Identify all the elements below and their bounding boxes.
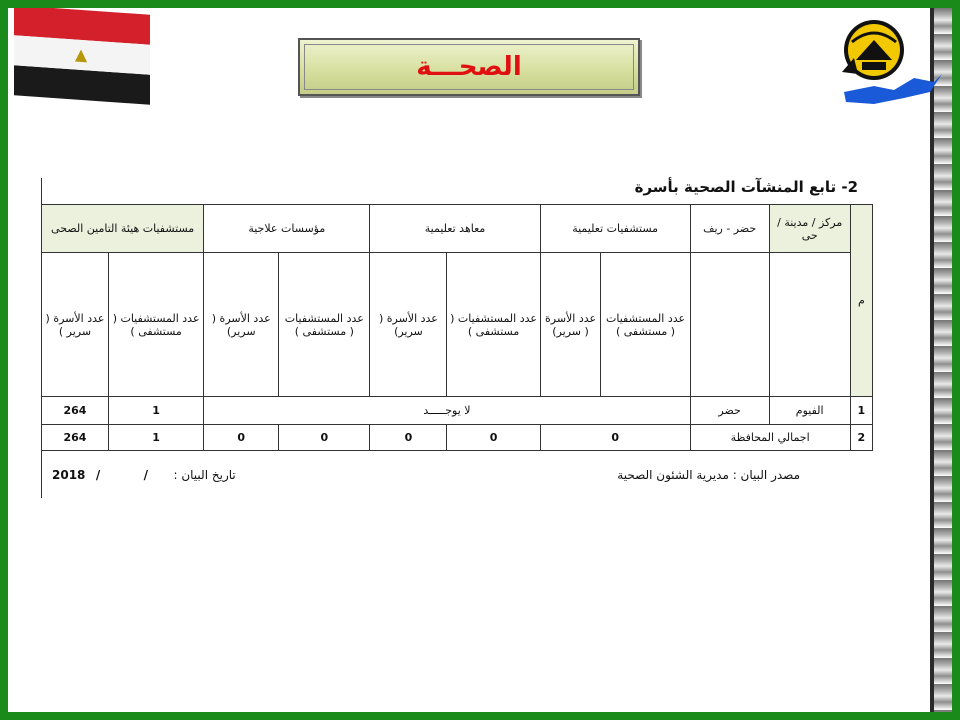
- col-header-center: مركز / مدينة / حى: [769, 205, 850, 253]
- title-box-border: [304, 44, 634, 90]
- cell-insurance-beds: 264: [42, 397, 109, 425]
- slide: [8, 8, 952, 712]
- data-date-note: [52, 468, 252, 482]
- cell-none-merged: لا يوجـــــد: [204, 397, 690, 425]
- date-separator: /: [95, 468, 101, 482]
- cell-m: 2: [850, 425, 872, 451]
- table-row: [42, 397, 873, 425]
- cell-center: الفيوم: [769, 397, 850, 425]
- subheader-treatment-beds: عدد الأسرة ( سرير): [204, 253, 279, 397]
- subheader-urban-rural-empty: [690, 253, 769, 397]
- cell-governorate-total-label: اجمالي المحافظة: [690, 425, 850, 451]
- col-header-m: م: [850, 205, 872, 397]
- cell-total: 0: [204, 425, 279, 451]
- date-separator: /: [143, 468, 149, 482]
- subheader-insurance-count: عدد المستشفيات ( مستشفى ): [108, 253, 203, 397]
- cell-total: 0: [370, 425, 447, 451]
- decorative-edge-strip: [934, 8, 952, 712]
- cell-total: 0: [447, 425, 540, 451]
- eagle-icon: ▲: [74, 44, 88, 65]
- table-row: [42, 425, 873, 451]
- date-year: 2018: [52, 468, 86, 482]
- egypt-flag-icon: [14, 8, 150, 107]
- table-header-row: [42, 205, 873, 253]
- col-header-teaching-institutes: معاهد تعليمية: [370, 205, 540, 253]
- col-header-urban-rural: حضر - ريف: [690, 205, 769, 253]
- data-source-note: مصدر البيان : مديرية الشئون الصحية: [617, 468, 800, 482]
- subheader-teaching-inst-count: عدد المستشفيات ( مستشفى ): [447, 253, 540, 397]
- subheader-center-empty: [769, 253, 850, 397]
- page-title: الصحـــة: [416, 52, 522, 82]
- cell-m: 1: [850, 397, 872, 425]
- health-facilities-table: [41, 204, 873, 451]
- col-header-treatment-institutions: مؤسسات علاجية: [204, 205, 370, 253]
- cell-insurance-count: 1: [108, 425, 203, 451]
- cell-teaching-hosp-total: 0: [540, 425, 690, 451]
- cell-urban-rural: حضر: [690, 397, 769, 425]
- date-label: تاريخ البيان :: [173, 468, 236, 482]
- subheader-treatment-count: عدد المستشفيات ( مستشفى ): [279, 253, 370, 397]
- subheader-teaching-inst-beds: عدد الأسرة ( سرير): [370, 253, 447, 397]
- section-heading: 2- تابع المنشآت الصحية بأسرة: [634, 178, 858, 196]
- subheader-teaching-hosp-beds: عدد الأسرة ( سرير): [540, 253, 601, 397]
- table-subheader-row: [42, 253, 873, 397]
- subheader-teaching-hosp-count: عدد المستشفيات ( مستشفى ): [601, 253, 690, 397]
- col-header-teaching-hospitals: مستشفيات تعليمية: [540, 205, 690, 253]
- col-header-insurance-hospitals: مستشفيات هيئة التامين الصحى: [42, 205, 204, 253]
- cell-insurance-count: 1: [108, 397, 203, 425]
- cell-insurance-beds: 264: [42, 425, 109, 451]
- governorate-logo-icon: [834, 12, 946, 112]
- subheader-insurance-beds: عدد الأسرة ( سرير ): [42, 253, 109, 397]
- cell-total: 0: [279, 425, 370, 451]
- title-box: [298, 38, 640, 96]
